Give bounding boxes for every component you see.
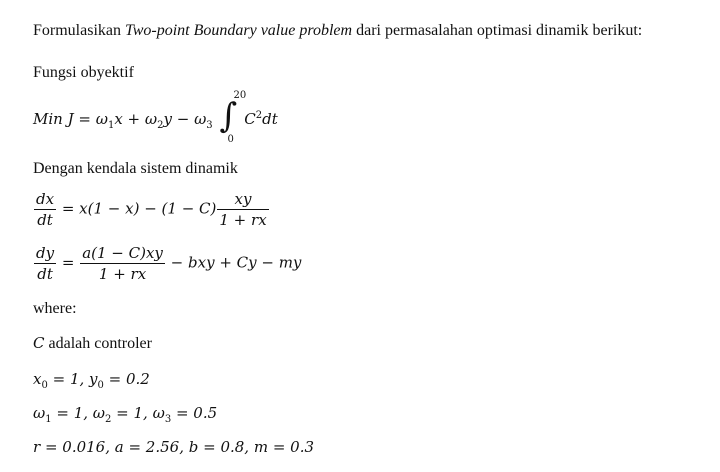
obj-mid1: x + ω bbox=[114, 110, 158, 128]
intro-emphasis: Two-point Boundary value problem bbox=[125, 22, 353, 39]
objective-heading: Fungsi obyektif bbox=[33, 64, 134, 81]
obj-integrand: C bbox=[244, 110, 256, 128]
dydt-fraction bbox=[34, 244, 56, 283]
dxdt-num: dx bbox=[36, 190, 55, 208]
obj-mid2: y − ω bbox=[163, 110, 207, 128]
eq1-rhs-fraction bbox=[217, 190, 268, 229]
eq1-mid: = x(1 − x) − (1 − C) bbox=[57, 199, 217, 218]
equation-dx bbox=[33, 190, 270, 229]
intro-line bbox=[33, 22, 642, 40]
w2: = 1, ω bbox=[51, 404, 106, 422]
dydt-num: dy bbox=[36, 244, 55, 262]
integral-symbol bbox=[217, 90, 247, 145]
eq1-rhs-num: xy bbox=[217, 190, 268, 210]
init-value: = 0.2 bbox=[103, 370, 150, 388]
weights-line bbox=[33, 404, 217, 425]
init-sub1: 0 bbox=[41, 380, 48, 391]
w-sub3: 3 bbox=[164, 414, 172, 425]
intro-prefix: Formulasikan bbox=[33, 22, 125, 39]
parameters-line: r = 0.016, a = 2.56, b = 0.8, m = 0.3 bbox=[33, 438, 315, 456]
integral-sign: ∫ bbox=[219, 96, 238, 136]
obj-dt: dt bbox=[262, 110, 278, 128]
where-label: where: bbox=[33, 300, 77, 317]
eq2-tail: − bxy + Cy − my bbox=[165, 253, 302, 272]
obj-sub3: 3 bbox=[206, 120, 213, 131]
w3: = 1, ω bbox=[111, 404, 165, 422]
initial-conditions bbox=[33, 370, 150, 391]
intro-suffix: dari permasalahan optimasi dinamik berikut: bbox=[352, 22, 643, 39]
w-sub1: 1 bbox=[45, 414, 52, 425]
init-sub2: 0 bbox=[97, 380, 104, 391]
eq2-equals: = bbox=[57, 253, 80, 272]
obj-lhs: Min J = ω bbox=[33, 110, 108, 128]
eq2-rhs-fraction bbox=[80, 244, 165, 283]
dxdt-den: dt bbox=[37, 211, 53, 229]
integral-upper: 20 bbox=[233, 90, 247, 101]
eq2-rhs-den: 1 + rx bbox=[98, 265, 147, 283]
obj-sub1: 1 bbox=[107, 120, 115, 131]
integral-lower: 0 bbox=[227, 134, 234, 145]
eq2-rhs-num: a(1 − C)xy bbox=[82, 244, 163, 262]
obj-sub2: 2 bbox=[157, 120, 164, 131]
eq1-rhs-den: 1 + rx bbox=[219, 211, 267, 229]
w-sub2: 2 bbox=[105, 414, 112, 425]
controller-symbol: C bbox=[33, 334, 45, 352]
init-y: = 1, y bbox=[47, 370, 98, 388]
w-value: = 0.5 bbox=[171, 404, 218, 422]
obj-exp: 2 bbox=[255, 110, 263, 121]
constraint-heading: Dengan kendala sistem dinamik bbox=[33, 160, 238, 177]
dydt-den: dt bbox=[37, 265, 53, 283]
controller-line bbox=[33, 334, 152, 353]
init-x: x bbox=[33, 370, 42, 388]
dxdt-fraction bbox=[34, 190, 56, 229]
w1: ω bbox=[33, 404, 46, 422]
equation-dy bbox=[33, 244, 301, 283]
controller-text: adalah controler bbox=[44, 335, 152, 352]
objective-equation bbox=[33, 90, 278, 145]
